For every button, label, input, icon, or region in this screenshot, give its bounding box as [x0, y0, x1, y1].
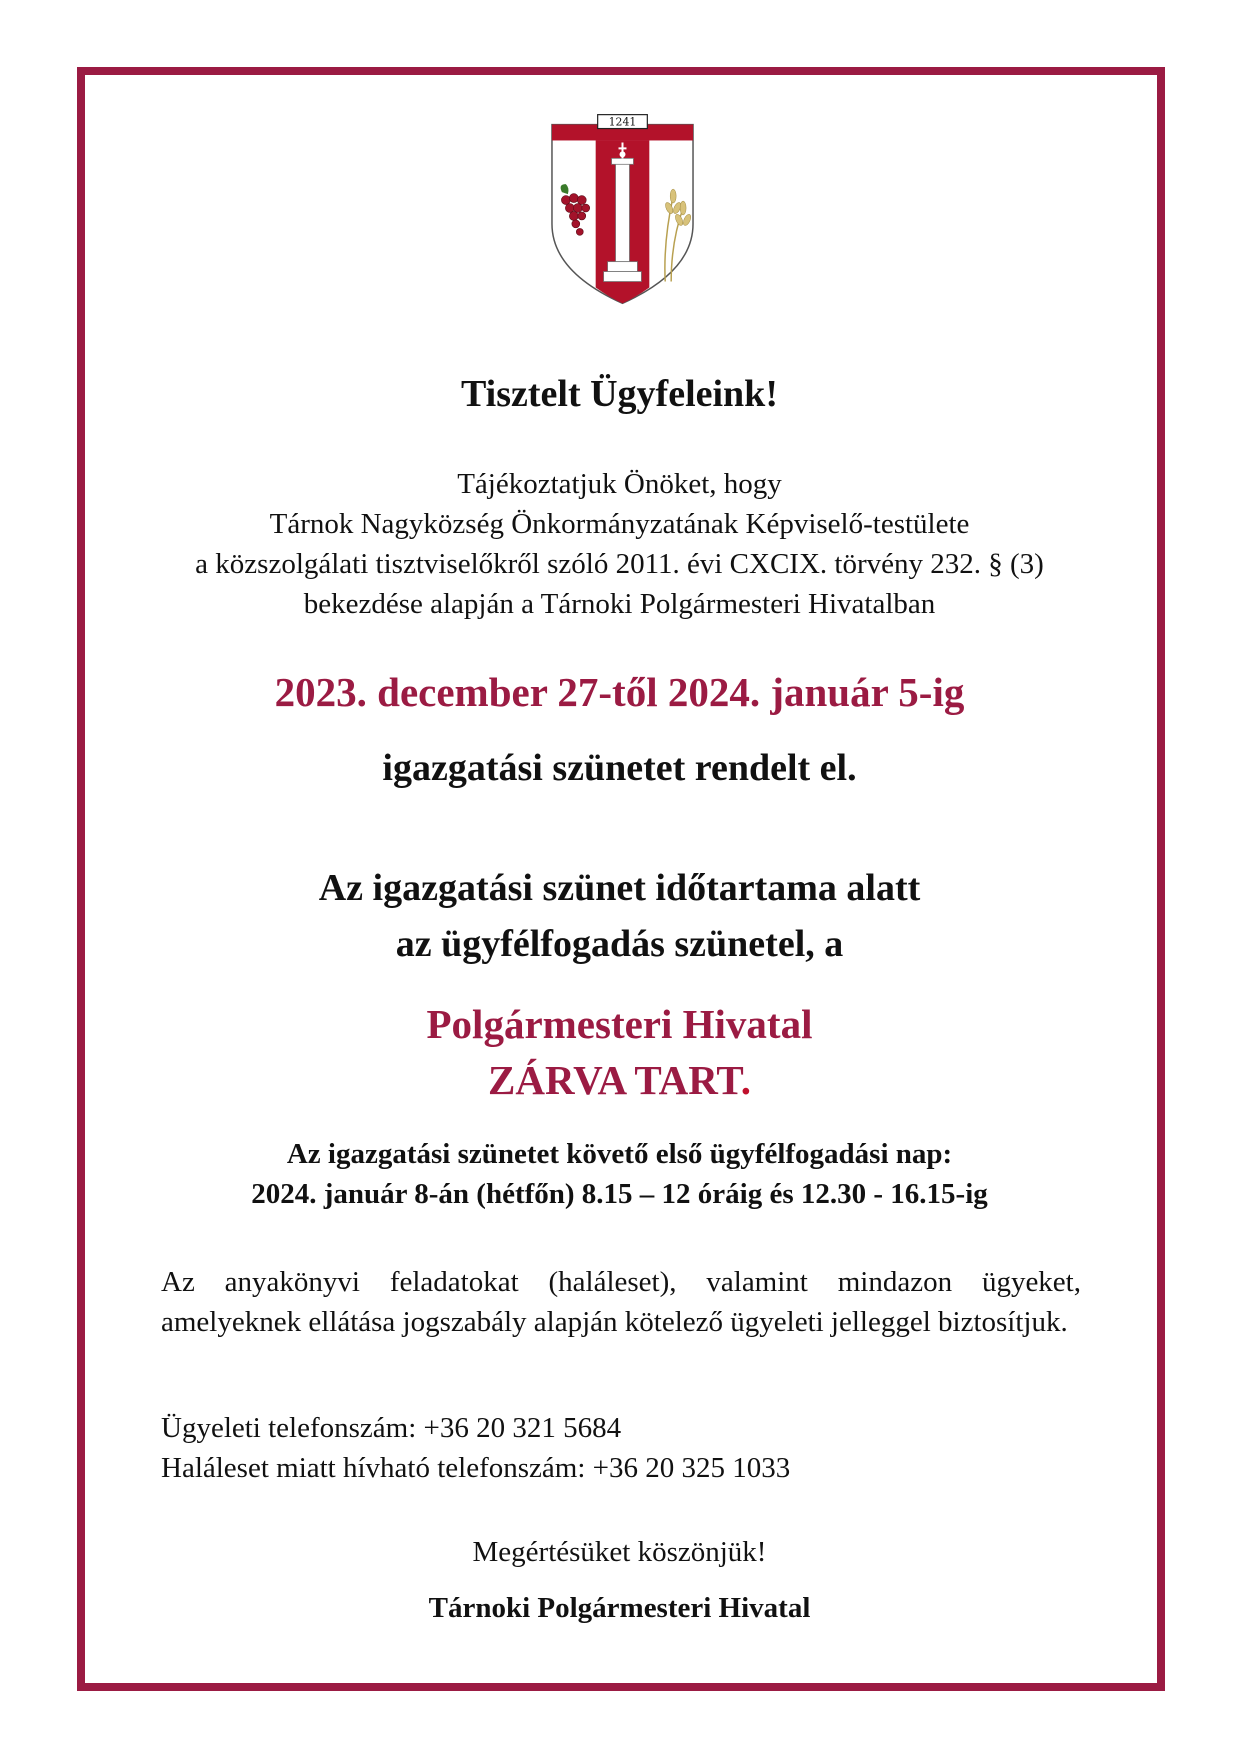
intro-line: Tájékoztatjuk Önöket, hogy [457, 468, 782, 500]
intro-paragraph [0, 464, 1239, 624]
duty-phone: Ügyeleti telefonszám: +36 20 321 5684 [161, 1412, 622, 1444]
during-line: Az igazgatási szünet időtartama alatt [318, 867, 921, 909]
intro-line: Tárnok Nagyközség Önkormányzatának Képviselő-testülete [269, 508, 970, 540]
office-closed-notice [0, 996, 1239, 1108]
first-day-line: 2024. január 8-án (hétfőn) 8.15 – 12 óráig és 12.30 - 16.15-ig [251, 1178, 988, 1210]
crest-year: 1241 [608, 115, 637, 129]
greeting-heading: Tisztelt Ügyfeleink! [461, 373, 778, 415]
office-closed: ZÁRVA TART [488, 1057, 741, 1103]
death-phone: Haláleset miatt hívható telefonszám: +36 20 325 1033 [161, 1452, 791, 1484]
office-closed-line [0, 1052, 1239, 1108]
first-day-line: Az igazgatási szünetet követő első ügyfélfogadási nap: [286, 1138, 953, 1170]
intro-line: a közszolgálati tisztviselőkről szóló 2011. évi CXCIX. törvény 232. § (3) [195, 548, 1044, 580]
during-line: az ügyfélfogadás szünetel, a [395, 923, 844, 965]
coat-of-arms [548, 112, 697, 306]
thanks-text: Megértésüket köszönjük! [472, 1536, 767, 1568]
office-closed-dot: . [740, 1057, 751, 1103]
registry-paragraph: Az anyakönyvi feladatokat (haláleset), valamint mindazon ügyeket, amelyeknek ellátása jogszabály alapján kötelező ügyeleti jelleggel biztosítjuk. [161, 1266, 1081, 1338]
during-paragraph [0, 860, 1239, 972]
ordered-text: igazgatási szünetet rendelt el. [382, 747, 857, 789]
phone-numbers [161, 1408, 1081, 1488]
office-name: Polgármesteri Hivatal [426, 1001, 813, 1047]
first-day-notice [0, 1134, 1239, 1214]
intro-line: bekezdése alapján a Tárnoki Polgármesteri Hivatalban [303, 588, 936, 620]
closure-dates: 2023. december 27-től 2024. január 5-ig [274, 669, 965, 715]
signature: Tárnoki Polgármesteri Hivatal [428, 1592, 811, 1624]
